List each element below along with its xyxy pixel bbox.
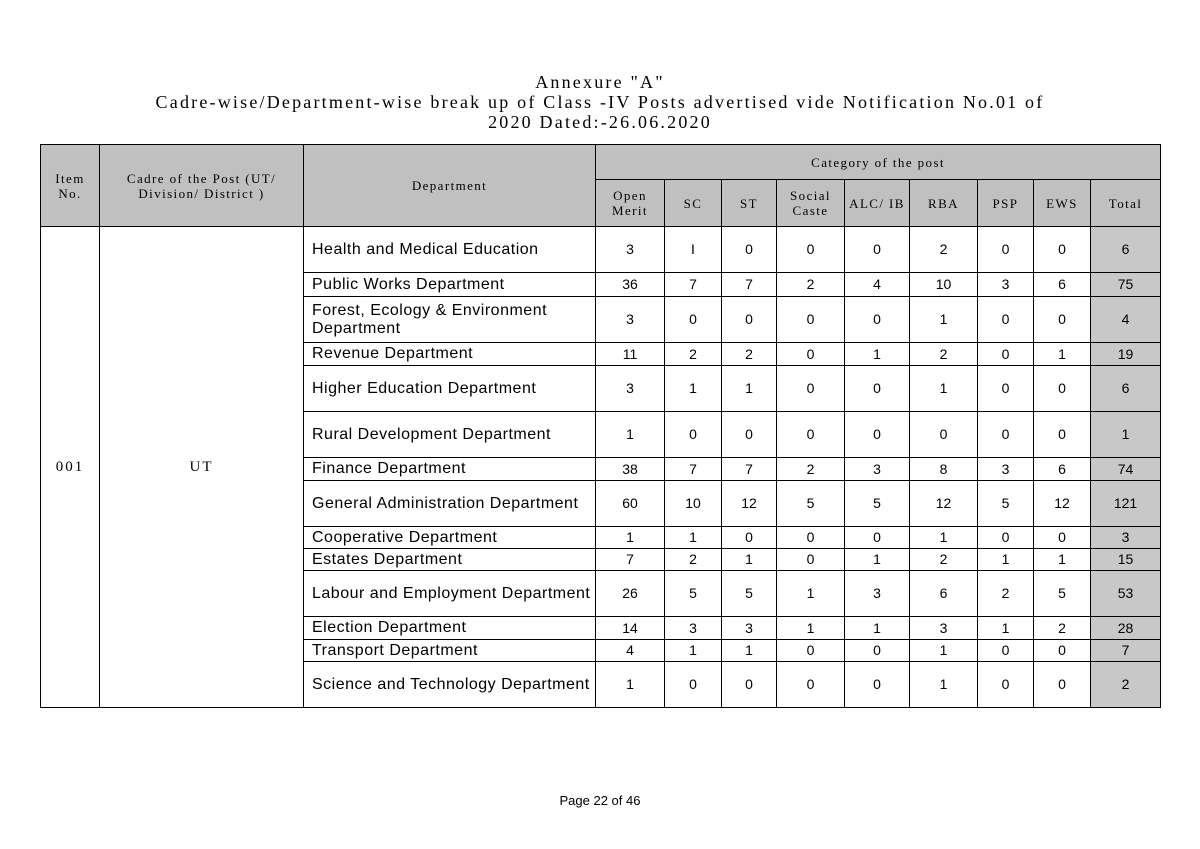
total-cell: 121 <box>1091 481 1161 527</box>
value-cell: 1 <box>596 527 665 549</box>
value-cell: 0 <box>665 662 722 708</box>
value-cell: 0 <box>978 662 1034 708</box>
value-cell: 3 <box>978 458 1034 481</box>
value-cell: 0 <box>777 412 845 458</box>
value-cell: 3 <box>596 297 665 343</box>
value-cell: 1 <box>665 527 722 549</box>
value-cell: 1 <box>777 571 845 617</box>
value-cell: 1 <box>665 640 722 662</box>
value-cell: 1 <box>596 662 665 708</box>
annexure-subtitle: Cadre-wise/Department-wise break up of Class -IV Posts advertised vide Notification No.01 of <box>155 92 1045 112</box>
value-cell: 0 <box>1034 640 1091 662</box>
value-cell: 4 <box>596 640 665 662</box>
value-cell: 1 <box>910 662 978 708</box>
total-cell: 7 <box>1091 640 1161 662</box>
value-cell: 0 <box>665 297 722 343</box>
value-cell: 1 <box>845 343 910 366</box>
value-cell: 0 <box>978 640 1034 662</box>
value-cell: 1 <box>978 549 1034 571</box>
value-cell: 0 <box>722 227 777 273</box>
value-cell: 1 <box>665 366 722 412</box>
value-cell: 0 <box>722 297 777 343</box>
header-department: Department <box>304 145 596 227</box>
value-cell: 7 <box>722 273 777 297</box>
item-number-cell: 001 <box>41 227 100 708</box>
value-cell: 60 <box>596 481 665 527</box>
value-cell: 1 <box>777 617 845 640</box>
value-cell: 3 <box>596 366 665 412</box>
value-cell: 2 <box>777 458 845 481</box>
department-cell: Health and Medical Education <box>304 227 596 273</box>
document-heading <box>40 72 1160 132</box>
value-cell: 2 <box>665 549 722 571</box>
total-cell: 1 <box>1091 412 1161 458</box>
value-cell: 11 <box>596 343 665 366</box>
total-cell: 3 <box>1091 527 1161 549</box>
value-cell: 2 <box>777 273 845 297</box>
value-cell: 0 <box>777 549 845 571</box>
value-cell: 0 <box>978 343 1034 366</box>
value-cell: 0 <box>845 297 910 343</box>
value-cell: 7 <box>665 273 722 297</box>
department-cell: Finance Department <box>304 458 596 481</box>
department-cell: Public Works Department <box>304 273 596 297</box>
value-cell: 7 <box>596 549 665 571</box>
annexure-title: Annexure "A" <box>535 72 665 92</box>
value-cell: 0 <box>1034 227 1091 273</box>
value-cell: I <box>665 227 722 273</box>
value-cell: 2 <box>665 343 722 366</box>
header-col-4: ALC/ IB <box>845 180 910 227</box>
annexure-date: 2020 Dated:-26.06.2020 <box>488 112 712 132</box>
value-cell: 1 <box>910 640 978 662</box>
value-cell: 1 <box>845 549 910 571</box>
value-cell: 5 <box>1034 571 1091 617</box>
value-cell: 10 <box>910 273 978 297</box>
value-cell: 0 <box>845 412 910 458</box>
value-cell: 3 <box>596 227 665 273</box>
header-col-1: SC <box>665 180 722 227</box>
value-cell: 0 <box>722 412 777 458</box>
value-cell: 0 <box>777 366 845 412</box>
value-cell: 6 <box>910 571 978 617</box>
header-category: Category of the post <box>596 145 1161 180</box>
total-cell: 53 <box>1091 571 1161 617</box>
department-cell: Estates Department <box>304 549 596 571</box>
value-cell: 5 <box>777 481 845 527</box>
value-cell: 0 <box>777 640 845 662</box>
value-cell: 0 <box>845 662 910 708</box>
value-cell: 5 <box>665 571 722 617</box>
value-cell: 3 <box>910 617 978 640</box>
header-col-3: Social Caste <box>777 180 845 227</box>
cadre-cell: UT <box>100 227 304 708</box>
value-cell: 1 <box>978 617 1034 640</box>
header-col-6: PSP <box>978 180 1034 227</box>
value-cell: 1 <box>722 549 777 571</box>
value-cell: 38 <box>596 458 665 481</box>
total-cell: 28 <box>1091 617 1161 640</box>
value-cell: 0 <box>845 527 910 549</box>
value-cell: 8 <box>910 458 978 481</box>
value-cell: 3 <box>845 571 910 617</box>
department-cell: Labour and Employment Department <box>304 571 596 617</box>
value-cell: 1 <box>910 366 978 412</box>
value-cell: 0 <box>978 297 1034 343</box>
total-cell: 15 <box>1091 549 1161 571</box>
value-cell: 2 <box>910 227 978 273</box>
value-cell: 1 <box>722 366 777 412</box>
page-footer: Page 22 of 46 <box>559 793 641 808</box>
value-cell: 2 <box>1034 617 1091 640</box>
value-cell: 26 <box>596 571 665 617</box>
value-cell: 0 <box>978 412 1034 458</box>
total-cell: 6 <box>1091 227 1161 273</box>
value-cell: 1 <box>1034 343 1091 366</box>
header-item-no: Item No. <box>41 145 100 227</box>
department-cell: Revenue Department <box>304 343 596 366</box>
department-cell: Rural Development Department <box>304 412 596 458</box>
value-cell: 0 <box>978 366 1034 412</box>
header-col-7: EWS <box>1034 180 1091 227</box>
value-cell: 0 <box>777 297 845 343</box>
value-cell: 14 <box>596 617 665 640</box>
value-cell: 6 <box>1034 458 1091 481</box>
value-cell: 5 <box>978 481 1034 527</box>
department-cell: Election Department <box>304 617 596 640</box>
value-cell: 0 <box>1034 366 1091 412</box>
value-cell: 2 <box>910 549 978 571</box>
value-cell: 1 <box>1034 549 1091 571</box>
value-cell: 0 <box>777 227 845 273</box>
value-cell: 0 <box>1034 297 1091 343</box>
value-cell: 0 <box>722 527 777 549</box>
department-cell: General Administration Department <box>304 481 596 527</box>
value-cell: 2 <box>722 343 777 366</box>
value-cell: 7 <box>722 458 777 481</box>
department-cell: Science and Technology Department <box>304 662 596 708</box>
value-cell: 5 <box>845 481 910 527</box>
value-cell: 0 <box>1034 412 1091 458</box>
value-cell: 6 <box>1034 273 1091 297</box>
value-cell: 1 <box>910 297 978 343</box>
total-cell: 6 <box>1091 366 1161 412</box>
total-cell: 2 <box>1091 662 1161 708</box>
value-cell: 0 <box>978 527 1034 549</box>
value-cell: 10 <box>665 481 722 527</box>
header-cadre: Cadre of the Post (UT/ Division/ District ) <box>100 145 304 227</box>
total-cell: 4 <box>1091 297 1161 343</box>
value-cell: 0 <box>845 366 910 412</box>
value-cell: 7 <box>665 458 722 481</box>
value-cell: 0 <box>910 412 978 458</box>
value-cell: 0 <box>777 527 845 549</box>
value-cell: 0 <box>777 662 845 708</box>
value-cell: 0 <box>845 640 910 662</box>
department-cell: Transport Department <box>304 640 596 662</box>
posts-table <box>40 144 1161 708</box>
header-col-8: Total <box>1091 180 1161 227</box>
value-cell: 3 <box>978 273 1034 297</box>
value-cell: 3 <box>665 617 722 640</box>
value-cell: 1 <box>845 617 910 640</box>
value-cell: 1 <box>910 527 978 549</box>
value-cell: 0 <box>777 343 845 366</box>
value-cell: 1 <box>722 640 777 662</box>
value-cell: 12 <box>1034 481 1091 527</box>
value-cell: 2 <box>910 343 978 366</box>
value-cell: 12 <box>722 481 777 527</box>
value-cell: 0 <box>1034 527 1091 549</box>
department-cell: Higher Education Department <box>304 366 596 412</box>
value-cell: 3 <box>845 458 910 481</box>
value-cell: 0 <box>1034 662 1091 708</box>
value-cell: 4 <box>845 273 910 297</box>
value-cell: 0 <box>665 412 722 458</box>
value-cell: 0 <box>722 662 777 708</box>
header-col-5: RBA <box>910 180 978 227</box>
total-cell: 19 <box>1091 343 1161 366</box>
department-cell: Cooperative Department <box>304 527 596 549</box>
value-cell: 2 <box>978 571 1034 617</box>
value-cell: 5 <box>722 571 777 617</box>
total-cell: 75 <box>1091 273 1161 297</box>
value-cell: 1 <box>596 412 665 458</box>
value-cell: 3 <box>722 617 777 640</box>
value-cell: 12 <box>910 481 978 527</box>
department-cell: Forest, Ecology & Environment Department <box>304 297 596 343</box>
header-col-0: Open Merit <box>596 180 665 227</box>
value-cell: 36 <box>596 273 665 297</box>
value-cell: 0 <box>978 227 1034 273</box>
total-cell: 74 <box>1091 458 1161 481</box>
header-col-2: ST <box>722 180 777 227</box>
table-row <box>41 227 1161 273</box>
value-cell: 0 <box>845 227 910 273</box>
